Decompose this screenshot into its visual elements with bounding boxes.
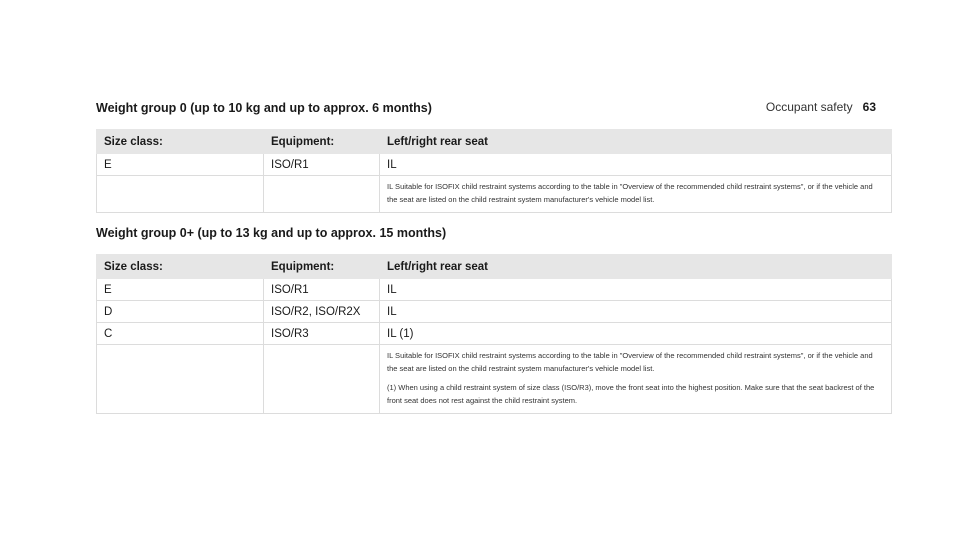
- weight-group-0-section: [96, 100, 891, 213]
- column-header-seat: Left/right rear seat: [380, 255, 892, 279]
- cell-equipment: ISO/R1: [264, 279, 380, 301]
- cell-equipment: ISO/R2, ISO/R2X: [264, 301, 380, 323]
- column-header-size-class: Size class:: [97, 130, 264, 154]
- table-row: [97, 301, 892, 323]
- notes-cell: [380, 176, 892, 213]
- header-section-name: Occupant safety: [765, 100, 853, 114]
- empty-cell: [97, 345, 264, 414]
- column-header-size-class: Size class:: [97, 255, 264, 279]
- cell-size-class: E: [97, 154, 264, 176]
- cell-size-class: D: [97, 301, 264, 323]
- empty-cell: [97, 176, 264, 213]
- cell-equipment: ISO/R3: [264, 323, 380, 345]
- table-row: [97, 154, 892, 176]
- note-il: IL Suitable for ISOFIX child restraint systems according to the table in "Overview of the recommended child restraint systems", or if the vehicle and the seat are listed on the child restraint system manufacturer's vehicle model list.: [387, 182, 873, 204]
- note-il: IL Suitable for ISOFIX child restraint systems according to the table in "Overview of the recommended child restraint systems", or if the vehicle and the seat are listed on the child restraint system manufacturer's vehicle model list.: [387, 351, 873, 373]
- cell-size-class: C: [97, 323, 264, 345]
- seat-suitability-table: [96, 129, 892, 213]
- section-title: Weight group 0 (up to 10 kg and up to approx. 6 months): [96, 101, 432, 115]
- notes-cell: [380, 345, 892, 414]
- section-title: Weight group 0+ (up to 13 kg and up to approx. 15 months): [96, 226, 447, 240]
- table-header-row: [97, 130, 892, 154]
- cell-size-class: E: [97, 279, 264, 301]
- notes-row: [97, 345, 892, 414]
- cell-equipment: ISO/R1: [264, 154, 380, 176]
- table-header-row: [97, 255, 892, 279]
- seat-suitability-table: [96, 254, 892, 414]
- column-header-equipment: Equipment:: [264, 130, 380, 154]
- cell-seat: IL: [380, 301, 892, 323]
- table-row: [97, 279, 892, 301]
- column-header-seat: Left/right rear seat: [380, 130, 892, 154]
- notes-row: [97, 176, 892, 213]
- table-row: [97, 323, 892, 345]
- empty-cell: [264, 176, 380, 213]
- weight-group-0plus-section: [96, 225, 891, 414]
- note-footnote-1: (1) When using a child restraint system of size class (ISO/R3), move the front seat into the highest position. Make sure that the seat backrest of the front seat does not rest against the child restraint system.: [387, 383, 875, 405]
- cell-seat: IL (1): [380, 323, 892, 345]
- cell-seat: IL: [380, 154, 892, 176]
- cell-seat: IL: [380, 279, 892, 301]
- page-number: 63: [862, 100, 876, 114]
- column-header-equipment: Equipment:: [264, 255, 380, 279]
- empty-cell: [264, 345, 380, 414]
